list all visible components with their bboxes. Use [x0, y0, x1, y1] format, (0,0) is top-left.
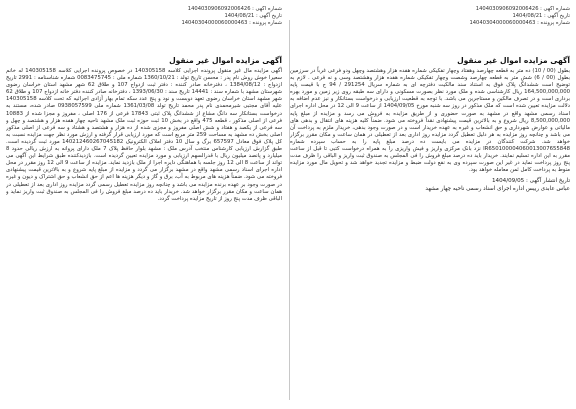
right-column: [290, 6, 570, 406]
publish-date: تاریخ انتشار آگهی : 1404/09/05: [491, 178, 570, 185]
case-number: شماره پرونده : 14040304000060000463: [181, 20, 282, 26]
notice-body: آگهی مزایده مال غیر منقول پرونده اجرایی کلاسه 140305158 در خصوص پرونده اجرایی کلاسه 140305158 له خانم سعیرا خوش روش نام پدر : محسن تاریخ تولد : 1360/10/21 شماره ملی : 0083475745 شماره شناسنامه : 2991 تاریخ ازدواج : 1384/08/12 ، دفترخانه صادر کننده : دفتر ثبت ازدواج 107 و طلاق 62 شهر مشهد استان خراسان رضوی شهرستان مشهد با شماره سند : 14441 تاریخ سند : 1393/06/30 ، دفترخانه صادر کننده دفتر خانه ازدواج 107 و طلاق 62 شهر مشهد استان خراسان رضوی تعهد دوبست و نود و پنج عدد سکه تمام بهار آزادی اجرائیه که تحت کلاسه 140305158 علیه آقای مجتبی شیرمحمدی نام پدر محمد تاریخ تولد 1361/03/08 شماره ملی 0938057599 صادر شده، مستند به درخواست بستانکار سه دانگ مشاع از ششدانگ پلاک ثبتی 17843 فرعی از 176 اصلی ، مفروز و مجزا شده از 10883 فرعی از اصلی مذکور ، قطعه 475 واقع در بخش 10 ثبت حوزه ثبت ملک مشهد ناحیه چهار هفده هزار و هشتصد و چهل و سه فرعی از یکصد و هفتاد و شش اصلی مفروز و مجزی شده از ده هزار و هشتصد و هشتاد و سه فرعی از اصلی مذکور اصلی بخش ده مشهد به مساحت 259 متر مربع است که مورد ارزیابی قرار گرفته و ارزش مورد نظر جهت مزایده نسبت به کل پلاک فوق معادل 657597 برگ و سال 10 دفتر املاک الکترونیک 140212460267045182 مورد ثبت گردیده است. طبق گزارش ارزیابی کارشناس منتخب آدرس ملک : مشهد بلوار حافظ پلاک 7 ملک دارای پروانه به ارزش ریالی حدود 8 میلیارد و پانصد میلیون ریال با قدرالسهم ارزیابی و مورد مزایده تعیین گردیده است. بازدیدکننده طبق شرایط این آگهی می تواند از ساعت 8 الی 12 روز جلسه با هماهنگی دایره اجرا از ملک بازدید نماید. مزایده از ساعت 9 الی 12 روز مقرر در محل اداره اجرای اسناد رسمی مشهد واقع در مشهد برگزار می گردد و مزایده از مبلغ پایه شروع و به بالاترین قیمت پیشنهادی فروخته می شود. ضمناً هزینه های مربوط به آب، برق و گاز و دیگر هزینه ها اعم از حق انشعاب و حق اشتراک و دیون و غیره در صورت وجود بر عهده برنده مزایده می باشد و چنانچه روز مزایده تعطیل رسمی گردد مزایده روز اداری بعد از تعطیلی در همان ساعت و مکان مقرر برگزار خواهد شد. خریدار باید ده درصد مبلغ فروش را فی المجلس به صندوق ثبت واریز نماید و الباقی ظرف مدت پنج روز از تاریخ مزایده پرداخت گردد.: [6, 68, 282, 202]
column-divider: [289, 20, 290, 400]
notice-number: شماره آگهی : 1404030906092006426: [187, 6, 282, 12]
notice-date: تاریخ آگهی : 1404/08/21: [512, 13, 570, 19]
left-column: [6, 6, 282, 406]
signature-text: عباس عابدی رییس اداره اجرای اسناد رسمی ناحیه چهار مشهد: [425, 185, 570, 192]
notice-body: بطول (00 / 10) ده متر به قطعه چهارصد وهفتاد وچهار تفکیکی شماره هفده هزار وهشتصد وچهل ودو فرعی غرباً در سرزمین بطول (00 / 6) شش متر به قطعه چهارصد وشصت وچهار تفکیکی شماره هفده هزار وهشتصد وسی و نه فرعی . لازم به توضیح است ششدانگ پلاک فوق به استناد سند مالکیت دفترچه ای به شماره سریال 291254 / 94 ج با قیمت پایه 164,500,000,000 ریال کارشناسی شده و ملک مورد نظر بصورت مسکونی و دارای سه طبقه روی زیر زمین و مورد بهره برداری است و در تصرف مالکین و مستاجرین می باشد. با توجه به قطعیت ارزیابی و درخواست بستانکار و نیز عدم اضافه به دلالت مزایده تعیین شده است که ملک مذکور در روز سه شنبه مورخ 1404/09/05 از ساعت 9 الی 12 در محل اداره اجرای اسناد رسمی مشهد واقع در مشهد به صورت حضوری و از طریق مزایده به فروش می رسد و مزایده از مبلغ پایه 8,500,000,000 ریال شروع و به بالاترین قیمت پیشنهادی نقداً فروخته می شود. ضمناً کلیه هزینه های انتقال و بدهی های مالیاتی و عوارض شهرداری و حق انشعاب و غیره به عهده خریدار است و در صورت وجود بدهی، خریدار ملزم به پرداخت آن می باشد و چنانچه روز مزایده به هر دلیل تعطیل گردد مزایده روز اداری بعد از تعطیلی در همان ساعت و مکان مقرر برگزار خواهد شد. شرکت کنندگان در مزایده می بایست ده درصد مبلغ پایه را به حساب سپرده شماره IR650100004060013007655848 نزد بانک مرکزی واریز و فیش واریزی را به همراه درخواست کتبی تا قبل از ساعت مقرر به این اداره تسلیم نمایند. خریدار باید ده درصد مبلغ فروش را فی المجلس به صندوق ثبت واریز و الباقی را ظرف مدت پنج روز پرداخت نماید در غیر این صورت سپرده وی به نفع دولت ضبط و مزایده تجدید خواهد شد و تحویل مال مورد مزایده منوط به پرداخت کامل ثمن معامله خواهد بود.: [290, 68, 570, 174]
notice-date: تاریخ آگهی : 1404/08/21: [224, 13, 282, 19]
case-number: شماره پرونده : 14040304000060000463: [469, 20, 570, 26]
notice-headline: آگهی مزایده اموال غیر منقول: [457, 56, 570, 65]
signature-block: [290, 178, 570, 193]
notice-number: شماره آگهی : 1404030906092006426: [475, 6, 570, 12]
notice-headline: آگهی مزایده اموال غیر منقول: [169, 56, 282, 65]
meta-block: [290, 6, 570, 52]
meta-block: [6, 6, 282, 52]
